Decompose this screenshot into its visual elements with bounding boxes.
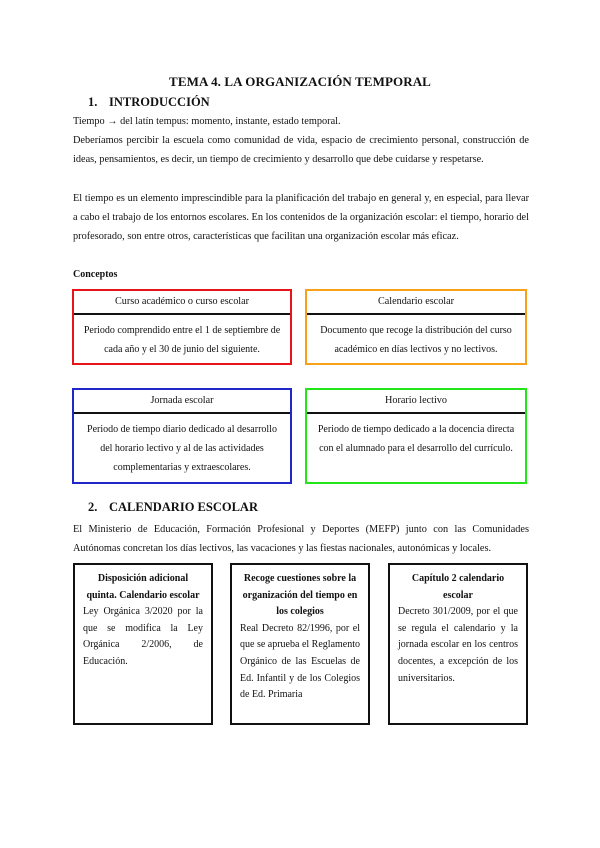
section1-number: 1. bbox=[88, 95, 98, 109]
concept-body: Periodo de tiempo dedicado a la docencia directa con el alumnado para el desarrollo del currículo. bbox=[317, 424, 515, 454]
concept-body: Documento que recoge la distribución del curso académico en días lectivos y no lectivos. bbox=[320, 325, 512, 355]
concepts-label: Conceptos bbox=[73, 269, 118, 280]
section2-number: 2. bbox=[88, 500, 98, 514]
section2-heading: CALENDARIO ESCOLAR bbox=[109, 500, 258, 514]
law-box-real-decreto bbox=[230, 563, 370, 725]
law-title: Recoge cuestiones sobre la organización del tiempo en los colegios bbox=[242, 573, 358, 618]
concept-header: Calendario escolar bbox=[307, 291, 525, 315]
law-body: Ley Orgánica 3/2020 por la que se modifica la Ley Orgánica 2/2006, de Educación. bbox=[83, 606, 203, 667]
section1-heading: INTRODUCCIÓN bbox=[109, 95, 210, 109]
law-body: Real Decreto 82/1996, por el que se aprueba el Reglamento Orgánico de las Escuelas de Ed. Infantil y de los Colegios de Ed. Primaria bbox=[240, 622, 360, 701]
law-box-lomloe bbox=[73, 563, 213, 725]
law-title: Capítulo 2 calendario escolar bbox=[411, 573, 505, 601]
concept-box-jornada bbox=[72, 388, 292, 484]
law-title: Disposición adicional quinta. Calendario escolar bbox=[86, 573, 200, 601]
concept-box-calendario bbox=[305, 289, 527, 365]
page-title: TEMA 4. LA ORGANIZACIÓN TEMPORAL bbox=[169, 74, 431, 89]
law-box-decreto bbox=[388, 563, 528, 725]
concept-header: Curso académico o curso escolar bbox=[74, 291, 290, 315]
concept-box-horario bbox=[305, 388, 527, 484]
calendar-paragraph: El Ministerio de Educación, Formación Profesional y Deportes (MEFP) junto con las Comunidades Autónomas concretan los días lectivos, las vacaciones y las fiestas nacionales, autonómicas y locales. bbox=[73, 524, 529, 555]
concept-body: Periodo comprendido entre el 1 de septiembre de cada año y el 30 de junio del siguiente. bbox=[83, 325, 281, 355]
intro-paragraph-1: Tiempo → del latín tempus: momento, instante, estado temporal. bbox=[73, 116, 341, 127]
concept-header: Jornada escolar bbox=[74, 390, 290, 414]
intro-paragraph-2: Deberíamos percibir la escuela como comunidad de vida, espacio de crecimiento personal, construcción de ideas, pensamientos, es decir, un tiempo de crecimiento y desarrollo que debe cuidarse y respetarse. bbox=[73, 135, 529, 166]
concept-header: Horario lectivo bbox=[307, 390, 525, 414]
concept-body: Periodo de tiempo diario dedicado al desarrollo del horario lectivo y al de las actividades complementarias y extraescolares. bbox=[87, 424, 277, 473]
intro-paragraph-3: El tiempo es un elemento imprescindible para la planificación del trabajo en general y, en especial, para llevar a cabo el trabajo de los entornos escolares. En los contenidos de la organización escolar: el tiempo, horario del profesorado, son entre otros, características que facilitan una organización escolar más eficaz. bbox=[73, 193, 529, 243]
concept-box-curso bbox=[72, 289, 292, 365]
law-body: Decreto 301/2009, por el que se regula el calendario y la jornada escolar en los centros docentes, a excepción de los universitarios. bbox=[398, 606, 518, 684]
